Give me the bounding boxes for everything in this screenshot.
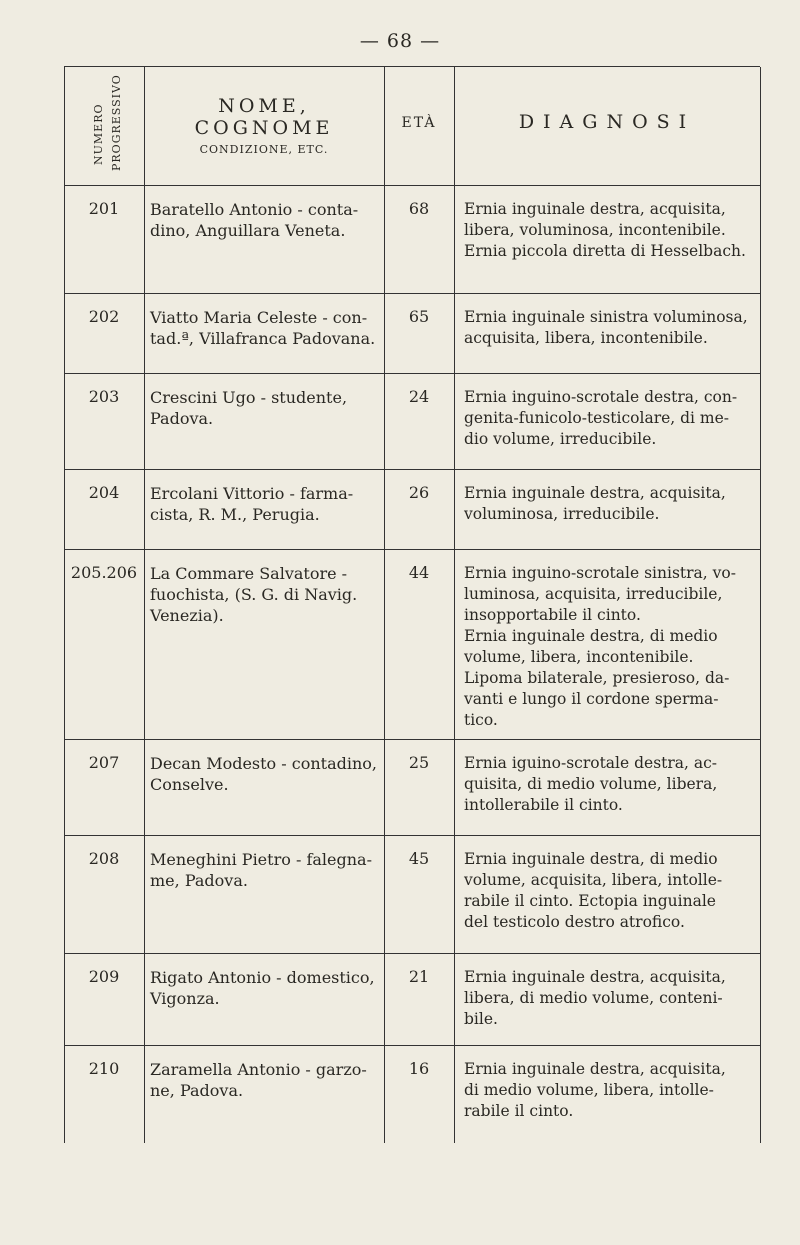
row-diagnosis: Ernia iguino-scrotale destra, ac- quisita, di medio volume, libera, intollerabile il cinto.	[464, 754, 718, 814]
row-number: 208	[88, 849, 120, 868]
row-age: 26	[408, 483, 430, 502]
patient-table	[64, 66, 760, 1143]
row-number: 201	[88, 199, 120, 218]
row-diagnosis: Ernia inguinale destra, di medio volume, acquisita, libera, intolle- rabile il cinto. Ectopia inguinale del testicolo destro atrofico.	[464, 850, 723, 931]
row-number: 210	[88, 1059, 120, 1078]
row-age: 25	[408, 753, 430, 772]
row-name: Baratello Antonio - conta- dino, Anguillara Veneta.	[150, 200, 359, 240]
row-rule	[64, 953, 760, 954]
number-header	[84, 74, 134, 171]
row-rule	[64, 835, 760, 836]
row-name: Zaramella Antonio - garzo- ne, Padova.	[150, 1060, 367, 1100]
row-age: 21	[408, 967, 430, 986]
row-age: 16	[408, 1059, 430, 1078]
row-rule	[64, 293, 760, 294]
row-rule	[64, 549, 760, 550]
row-name: Viatto Maria Celeste - con- tad.ª, Villafranca Padovana.	[150, 308, 376, 348]
row-rule	[64, 1045, 760, 1046]
header-numero: NUMERO	[92, 103, 105, 165]
row-age: 65	[408, 307, 430, 326]
row-name: Meneghini Pietro - falegna- me, Padova.	[150, 850, 372, 890]
column-rule-number	[144, 67, 145, 1143]
row-name: La Commare Salvatore - fuochista, (S. G. di Navig. Venezia).	[150, 564, 358, 625]
row-diagnosis: Ernia inguino-scrotale sinistra, vo- luminosa, acquisita, irreducibile, insopportabile il cinto. Ernia inguinale destra, di medio volume, libera, incontenibile. Lipoma bilaterale, presieroso, da- vanti e lungo il cordone sperma- tico.	[464, 564, 736, 729]
row-diagnosis: Ernia inguinale destra, acquisita, libera, di medio volume, conteni- bile.	[464, 968, 726, 1028]
row-age: 45	[408, 849, 430, 868]
row-number: 202	[88, 307, 120, 326]
header-nome-cognome: NOME, COGNOME	[194, 95, 334, 139]
row-age: 24	[408, 387, 430, 406]
row-name: Crescini Ugo - studente, Padova.	[150, 388, 348, 428]
row-diagnosis: Ernia inguinale sinistra voluminosa, acquisita, libera, incontenibile.	[464, 308, 748, 347]
row-age: 68	[408, 199, 430, 218]
header-eta: ETÀ	[401, 115, 437, 131]
table-header	[64, 67, 760, 185]
column-rule-age	[454, 67, 455, 1143]
row-name: Decan Modesto - contadino, Conselve.	[150, 754, 378, 794]
page-number: — 68 —	[359, 30, 441, 52]
header-condizione: CONDIZIONE, ETC.	[199, 143, 329, 156]
row-number: 204	[88, 483, 120, 502]
row-number: 205.206	[70, 563, 138, 582]
row-diagnosis: Ernia inguinale destra, acquisita, voluminosa, irreducibile.	[464, 484, 726, 523]
row-age: 44	[408, 563, 430, 582]
row-diagnosis: Ernia inguinale destra, acquisita, libera, voluminosa, incontenibile. Ernia piccola diretta di Hesselbach.	[464, 200, 746, 260]
row-diagnosis: Ernia inguino-scrotale destra, con- genita-funicolo-testicolare, di me- dio volume, irreducibile.	[464, 388, 738, 448]
header-progressivo: PROGRESSIVO	[110, 74, 123, 171]
header-rule	[64, 185, 760, 186]
row-rule	[64, 373, 760, 374]
row-number: 203	[88, 387, 120, 406]
row-number: 207	[88, 753, 120, 772]
column-rule-right	[760, 67, 761, 1143]
row-diagnosis: Ernia inguinale destra, acquisita, di medio volume, libera, intolle- rabile il cinto.	[464, 1060, 726, 1120]
row-name: Ercolani Vittorio - farma- cista, R. M., Perugia.	[150, 484, 354, 524]
row-rule	[64, 739, 760, 740]
row-name: Rigato Antonio - domestico, Vigonza.	[150, 968, 375, 1008]
row-number: 209	[88, 967, 120, 986]
header-diagnosi: DIAGNOSI	[518, 111, 696, 133]
row-rule	[64, 469, 760, 470]
